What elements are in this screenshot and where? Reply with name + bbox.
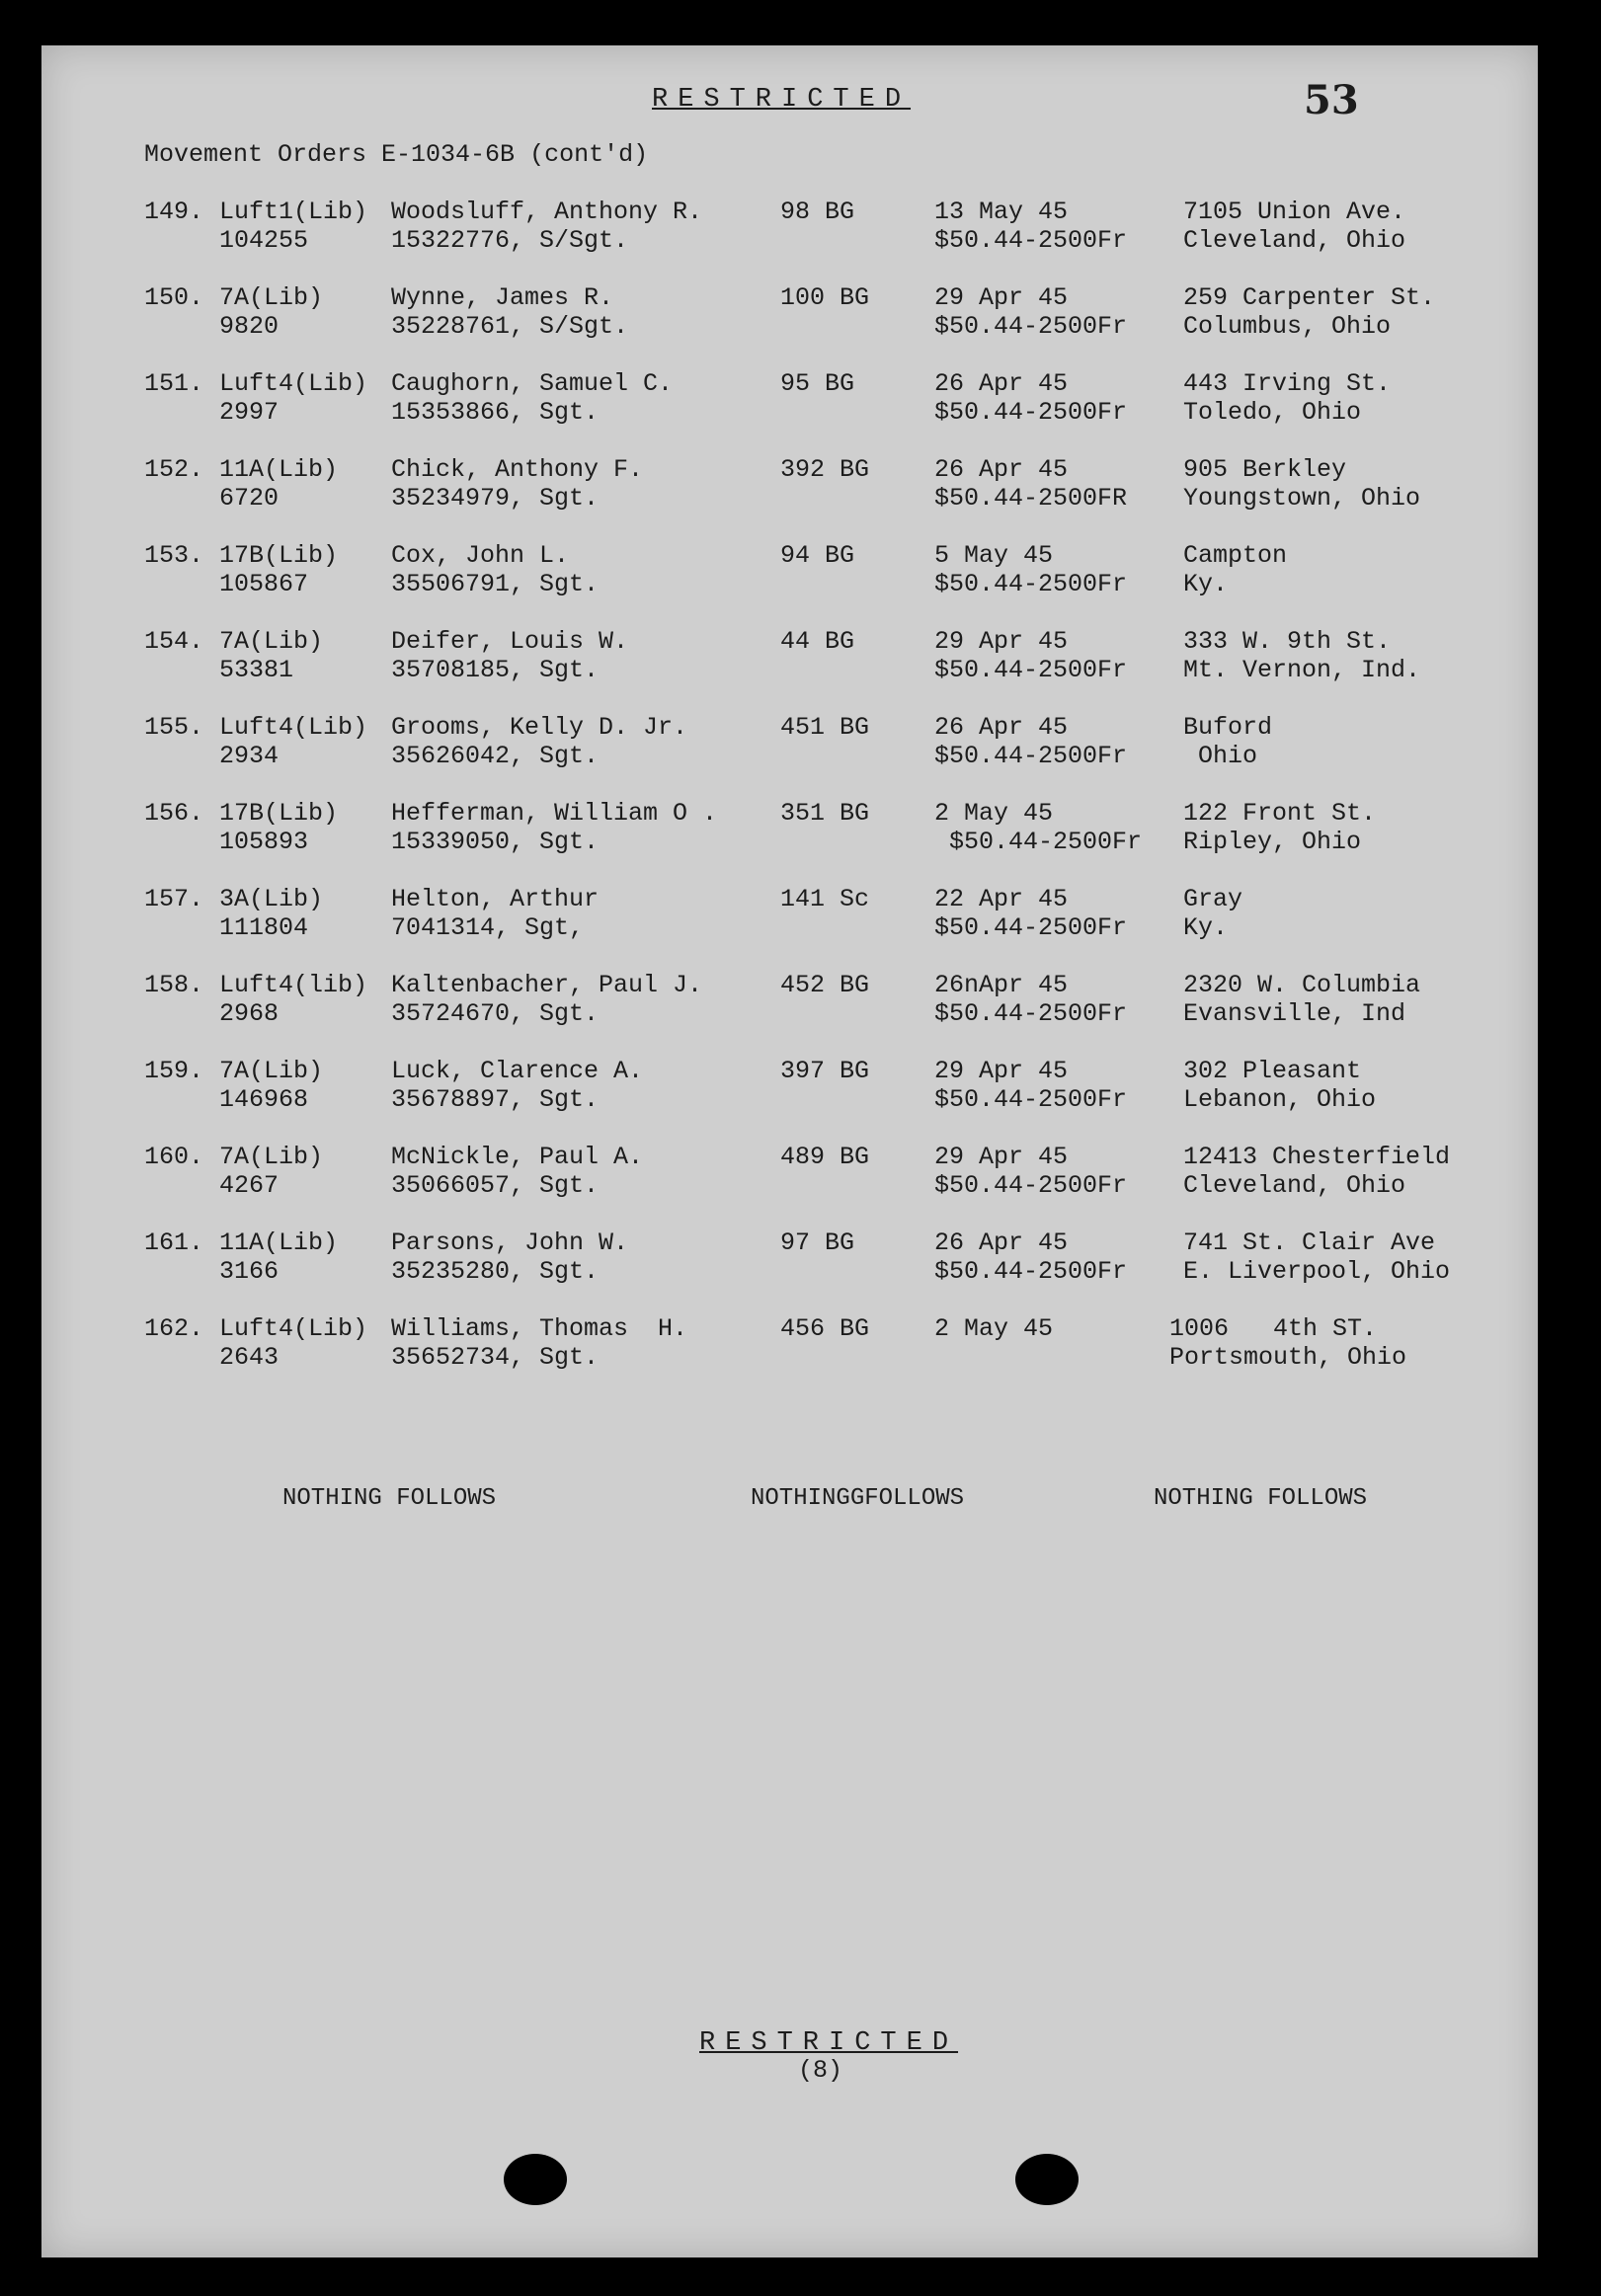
entry-date: 5 May 45 (934, 541, 1054, 570)
entry-pw-number: 53381 (219, 656, 294, 684)
entry-address-line1: 2320 W. Columbia (1183, 971, 1421, 999)
entry-address-line1: 905 Berkley (1183, 455, 1347, 484)
entry-serial: 35678897, Sgt. (391, 1085, 600, 1114)
entry-number: 150. (144, 283, 204, 312)
entry-pay: $50.44-2500Fr (934, 1257, 1128, 1286)
entry-pw-number: 2934 (219, 742, 280, 770)
list-item (41, 1143, 1538, 1228)
entry-address-line1: 259 Carpenter St. (1183, 283, 1436, 312)
entry-name: Woodsluff, Anthony R. (391, 198, 703, 226)
entry-address-line2: Mt. Vernon, Ind. (1183, 656, 1421, 684)
entry-name: Hefferman, William O . (391, 799, 718, 828)
entry-address-line1: 12413 Chesterfield (1183, 1143, 1451, 1171)
entry-date: 26 Apr 45 (934, 455, 1069, 484)
entry-number: 155. (144, 713, 204, 742)
entry-date: 26 Apr 45 (934, 1228, 1069, 1257)
entry-pw-number: 9820 (219, 312, 280, 341)
entry-pay: $50.44-2500FR (934, 484, 1128, 513)
entry-name: Kaltenbacher, Paul J. (391, 971, 703, 999)
entry-number: 162. (144, 1314, 204, 1343)
entry-address-line2: Ky. (1183, 570, 1229, 598)
entry-serial: 35228761, S/Sgt. (391, 312, 629, 341)
restricted-footer: RESTRICTED (699, 2028, 959, 2058)
entry-name: Williams, Thomas H. (391, 1314, 688, 1343)
entry-unit: 489 BG (780, 1143, 870, 1171)
nothing-follows-right: NOTHING FOLLOWS (1154, 1485, 1368, 1512)
entry-serial: 7041314, Sgt, (391, 913, 585, 942)
list-item (41, 627, 1538, 713)
entry-number: 158. (144, 971, 204, 999)
document-title: Movement Orders E-1034-6B (cont'd) (144, 140, 649, 169)
entry-pay: $50.44-2500Fr (934, 398, 1128, 427)
entry-address-line2: E. Liverpool, Ohio (1183, 1257, 1451, 1286)
entry-date: 29 Apr 45 (934, 1057, 1069, 1085)
entry-serial: 35235280, Sgt. (391, 1257, 600, 1286)
entry-name: Deifer, Louis W. (391, 627, 629, 656)
entry-pw-number: 2643 (219, 1343, 280, 1372)
entry-date: 26 Apr 45 (934, 369, 1069, 398)
entry-number: 152. (144, 455, 204, 484)
entry-camp: Luft4(Lib) (219, 1314, 368, 1343)
entry-address-line1: 122 Front St. (1183, 799, 1377, 828)
entry-camp: 7A(Lib) (219, 283, 324, 312)
punch-hole-left (504, 2154, 567, 2205)
list-item (41, 885, 1538, 971)
entry-pw-number: 104255 (219, 226, 309, 255)
entry-pw-number: 111804 (219, 913, 309, 942)
entry-serial: 35708185, Sgt. (391, 656, 600, 684)
nothing-follows-center: NOTHINGGFOLLOWS (751, 1485, 965, 1512)
entry-camp: Luft4(Lib) (219, 369, 368, 398)
page-subnumber: (8) (798, 2056, 843, 2085)
entry-address-line1: Buford (1183, 713, 1273, 742)
entry-serial: 35066057, Sgt. (391, 1171, 600, 1200)
entry-address-line2: Cleveland, Ohio (1183, 1171, 1406, 1200)
entry-camp: Luft1(Lib) (219, 198, 368, 226)
entry-number: 151. (144, 369, 204, 398)
entry-unit: 456 BG (780, 1314, 870, 1343)
entry-name: Caughorn, Samuel C. (391, 369, 674, 398)
entry-serial: 15339050, Sgt. (391, 828, 600, 856)
entry-camp: 11A(Lib) (219, 455, 339, 484)
entry-name: Parsons, John W. (391, 1228, 629, 1257)
entry-serial: 15322776, S/Sgt. (391, 226, 629, 255)
entry-address-line2: Portsmouth, Ohio (1169, 1343, 1407, 1372)
entry-address-line1: 302 Pleasant (1183, 1057, 1362, 1085)
list-item (41, 713, 1538, 799)
entry-date: 22 Apr 45 (934, 885, 1069, 913)
entry-unit: 100 BG (780, 283, 870, 312)
entry-number: 160. (144, 1143, 204, 1171)
entry-pw-number: 4267 (219, 1171, 280, 1200)
entry-date: 29 Apr 45 (934, 283, 1069, 312)
entry-unit: 94 BG (780, 541, 855, 570)
entry-pw-number: 3166 (219, 1257, 280, 1286)
entry-unit: 452 BG (780, 971, 870, 999)
entry-date: 2 May 45 (934, 1314, 1054, 1343)
entry-pw-number: 2997 (219, 398, 280, 427)
restricted-header: RESTRICTED (652, 85, 912, 115)
entry-camp: 3A(Lib) (219, 885, 324, 913)
entry-unit: 392 BG (780, 455, 870, 484)
document-page (41, 45, 1538, 2257)
entry-unit: 97 BG (780, 1228, 855, 1257)
entry-number: 156. (144, 799, 204, 828)
list-item (41, 455, 1538, 541)
list-item (41, 541, 1538, 627)
entry-name: Luck, Clarence A. (391, 1057, 644, 1085)
entry-pw-number: 2968 (219, 999, 280, 1028)
entry-pay: $50.44-2500Fr (934, 1171, 1128, 1200)
entry-address-line2: Evansville, Ind (1183, 999, 1406, 1028)
entry-address-line2: Ky. (1183, 913, 1229, 942)
entry-unit: 351 BG (780, 799, 870, 828)
entry-date: 29 Apr 45 (934, 1143, 1069, 1171)
entry-pay: $50.44-2500Fr (934, 1085, 1128, 1114)
entry-date: 26 Apr 45 (934, 713, 1069, 742)
list-item (41, 283, 1538, 369)
entry-number: 157. (144, 885, 204, 913)
entry-number: 154. (144, 627, 204, 656)
entry-address-line2: Youngstown, Ohio (1183, 484, 1421, 513)
entry-address-line2: Cleveland, Ohio (1183, 226, 1406, 255)
entry-unit: 98 BG (780, 198, 855, 226)
entry-date: 29 Apr 45 (934, 627, 1069, 656)
entry-pay: $50.44-2500Fr (934, 656, 1128, 684)
entry-pay: $50.44-2500Fr (934, 226, 1128, 255)
entry-serial: 35506791, Sgt. (391, 570, 600, 598)
list-item (41, 198, 1538, 283)
entry-pw-number: 6720 (219, 484, 280, 513)
list-item (41, 1314, 1538, 1400)
entry-address-line2: Ripley, Ohio (1183, 828, 1362, 856)
entry-pay: $50.44-2500Fr (934, 742, 1128, 770)
list-item (41, 799, 1538, 885)
entry-unit: 141 Sc (780, 885, 870, 913)
entry-name: Helton, Arthur (391, 885, 600, 913)
entry-camp: 17B(Lib) (219, 799, 339, 828)
entry-serial: 35626042, Sgt. (391, 742, 600, 770)
entry-address-line1: Campton (1183, 541, 1288, 570)
entry-address-line2: Ohio (1183, 742, 1258, 770)
entry-unit: 397 BG (780, 1057, 870, 1085)
entry-pay: $50.44-2500Fr (934, 999, 1128, 1028)
nothing-follows-left: NOTHING FOLLOWS (282, 1485, 497, 1512)
entry-serial: 35234979, Sgt. (391, 484, 600, 513)
list-item (41, 1057, 1538, 1143)
entry-pw-number: 105893 (219, 828, 309, 856)
entry-address-line1: Gray (1183, 885, 1243, 913)
entry-address-line2: Columbus, Ohio (1183, 312, 1392, 341)
entry-camp: Luft4(Lib) (219, 713, 368, 742)
entry-date: 13 May 45 (934, 198, 1069, 226)
entry-serial: 15353866, Sgt. (391, 398, 600, 427)
entry-serial: 35652734, Sgt. (391, 1343, 600, 1372)
entry-unit: 95 BG (780, 369, 855, 398)
entry-date: 2 May 45 (934, 799, 1054, 828)
entry-address-line1: 443 Irving St. (1183, 369, 1392, 398)
entry-camp: 7A(Lib) (219, 1143, 324, 1171)
entry-pay: $50.44-2500Fr (934, 312, 1128, 341)
entry-pay: $50.44-2500Fr (934, 913, 1128, 942)
entry-number: 161. (144, 1228, 204, 1257)
entry-camp: 7A(Lib) (219, 1057, 324, 1085)
list-item (41, 369, 1538, 455)
entry-name: Chick, Anthony F. (391, 455, 644, 484)
entry-date: 26nApr 45 (934, 971, 1069, 999)
entry-unit: 44 BG (780, 627, 855, 656)
entry-camp: 17B(Lib) (219, 541, 339, 570)
entry-number: 149. (144, 198, 204, 226)
entry-pw-number: 146968 (219, 1085, 309, 1114)
entry-address-line1: 7105 Union Ave. (1183, 198, 1406, 226)
punch-hole-right (1015, 2154, 1079, 2205)
entry-camp: 7A(Lib) (219, 627, 324, 656)
page-number: 53 (1304, 77, 1359, 123)
entry-address-line2: Lebanon, Ohio (1183, 1085, 1377, 1114)
entry-name: Cox, John L. (391, 541, 570, 570)
entry-name: Grooms, Kelly D. Jr. (391, 713, 688, 742)
entry-unit: 451 BG (780, 713, 870, 742)
entry-address-line1: 333 W. 9th St. (1183, 627, 1392, 656)
entry-camp: 11A(Lib) (219, 1228, 339, 1257)
entry-pay: $50.44-2500Fr (934, 828, 1143, 856)
entry-number: 153. (144, 541, 204, 570)
entry-address-line1: 741 St. Clair Ave (1183, 1228, 1436, 1257)
entry-number: 159. (144, 1057, 204, 1085)
entry-pay: $50.44-2500Fr (934, 570, 1128, 598)
entry-name: McNickle, Paul A. (391, 1143, 644, 1171)
entry-address-line2: Toledo, Ohio (1183, 398, 1362, 427)
entry-serial: 35724670, Sgt. (391, 999, 600, 1028)
entry-address-line1: 1006 4th ST. (1169, 1314, 1378, 1343)
entry-name: Wynne, James R. (391, 283, 614, 312)
entry-pw-number: 105867 (219, 570, 309, 598)
entry-camp: Luft4(lib) (219, 971, 368, 999)
entries-list (41, 198, 1538, 1400)
list-item (41, 1228, 1538, 1314)
list-item (41, 971, 1538, 1057)
